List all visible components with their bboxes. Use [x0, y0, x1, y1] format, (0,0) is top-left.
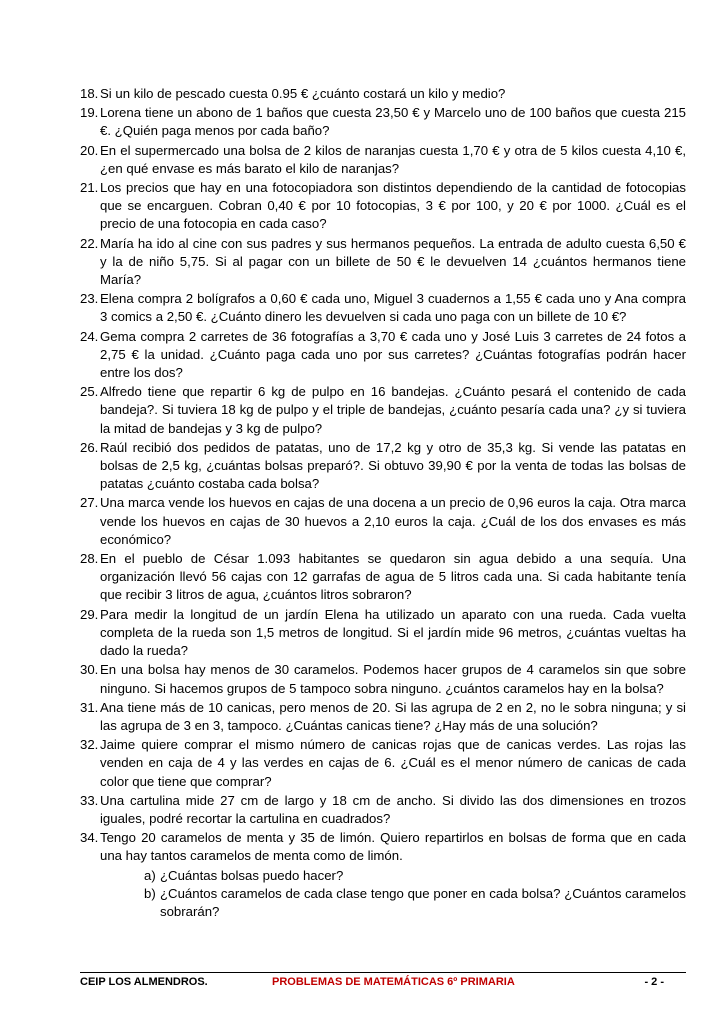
problem-text: Alfredo tiene que repartir 6 kg de pulpo en 16 bandejas. ¿Cuánto pesará el contenido de cada bandeja?. Si tuviera 18 kg de pulpo y el triple de bandejas, ¿cuánto pesaría cada una? ¿y si tuviera la mitad de bandejas y 3 kg de pulpo? — [100, 384, 686, 436]
problem-20 — [80, 142, 686, 178]
problem-number: 22. — [80, 235, 99, 251]
problem-text: Gema compra 2 carretes de 36 fotografías a 3,70 € cada uno y José Luis 3 carretes de 24 fotos a 2,75 € la unidad. ¿Cuánto paga cada uno por sus carretes? ¿Cuántas fotografías podrán hacer entre los dos? — [100, 328, 686, 381]
subquestion-label: b) — [144, 885, 156, 901]
problem-32 — [80, 736, 686, 791]
problem-text: Los precios que hay en una fotocopiadora son distintos dependiendo de la cantidad de fotocopias que se encarguen. Cobran 0,40 € por 10 fotocopias, 3 € por 100, y 20 € por 1000. ¿Cuál es el precio de una fotocopia en cada caso? — [100, 180, 686, 232]
problem-text: En el supermercado una bolsa de 2 kilos de naranjas cuesta 1,70 € y otra de 5 kilos cuesta 4,10 €, ¿en qué envase es más barato el kilo de naranjas? — [100, 142, 686, 176]
problem-number: 21. — [80, 180, 99, 196]
problem-number: 28. — [80, 551, 99, 567]
problem-text: Jaime quiere comprar el mismo número de canicas rojas que de canicas verdes. Las rojas las venden en caja de 4 y las verdes en cajas de 6. ¿Cuál es el menor número de canicas de cada color que tiene que comprar? — [100, 737, 686, 789]
subquestion-a — [144, 867, 686, 885]
problem-text: En el pueblo de César 1.093 habitantes se quedaron sin agua debido a una sequía. Una organización llevó 56 cajas con 12 garrafas de agua de 5 litros cada una. Si cada habitante tenía que recibir 3 litros de agua, ¿cuántos litros sobraron? — [100, 551, 686, 603]
problem-29 — [80, 606, 686, 661]
problem-text: Una cartulina mide 27 cm de largo y 18 cm de ancho. Si divido las dos dimensiones en trozos iguales, podré recortar la cartulina en cuadrados? — [100, 792, 686, 826]
problem-text: Elena compra 2 bolígrafos a 0,60 € cada uno, Miguel 3 cuadernos a 1,55 € cada uno y Ana compra 3 comics a 2,50 €. ¿Cuánto dinero les devuelven si cada uno paga con un billete de 10 €? — [100, 291, 686, 325]
problem-30 — [80, 661, 686, 697]
problem-number: 25. — [80, 384, 99, 400]
page-footer — [80, 972, 686, 991]
problem-number: 20. — [80, 142, 99, 158]
problem-21 — [80, 179, 686, 234]
problem-18 — [80, 85, 686, 103]
problem-28 — [80, 550, 686, 605]
problem-26 — [80, 439, 686, 494]
problem-34 — [80, 829, 686, 865]
problem-text: Si un kilo de pescado cuesta 0.95 € ¿cuánto costará un kilo y medio? — [100, 86, 506, 101]
problem-19 — [80, 104, 686, 140]
problem-number: 29. — [80, 606, 99, 622]
problem-number: 32. — [80, 737, 99, 753]
problem-number: 34. — [80, 830, 99, 846]
subquestion-b — [144, 885, 686, 921]
problem-list — [80, 85, 686, 921]
problem-23 — [80, 290, 686, 326]
problem-22 — [80, 235, 686, 290]
problem-number: 18. — [80, 86, 99, 101]
subquestion-label: a) — [144, 867, 156, 883]
subquestion-text: ¿Cuántas bolsas puedo hacer? — [160, 867, 344, 883]
problem-text: Lorena tiene un abono de 1 baños que cuesta 23,50 € y Marcelo uno de 100 baños que cuesta 215 €. ¿Quién paga menos por cada baño? — [100, 105, 686, 139]
problem-number: 24. — [80, 328, 99, 344]
problem-27 — [80, 494, 686, 549]
problem-text: Una marca vende los huevos en cajas de una docena a un precio de 0,96 euros la caja. Otra marca vende los huevos en cajas de 30 huevos a 2,10 euros la caja. ¿Cuál de los dos envases es más económico? — [100, 495, 686, 547]
footer-page-number: - 2 - — [644, 976, 664, 988]
problem-text: Tengo 20 caramelos de menta y 35 de limón. Quiero repartirlos en bolsas de forma que en cada una hay tantos caramelos de menta como de limón. — [100, 830, 686, 864]
problem-number: 26. — [80, 439, 99, 455]
footer-school: CEIP LOS ALMENDROS. — [80, 976, 208, 988]
problem-text: Ana tiene más de 10 canicas, pero menos de 20. Si las agrupa de 2 en 2, no le sobra ninguna; y si las agrupa de 3 en 3, tampoco. ¿Cuántas canicas tiene? ¿Hay más de una solución? — [100, 699, 686, 733]
problem-number: 19. — [80, 105, 99, 121]
problem-33 — [80, 792, 686, 828]
problem-25 — [80, 383, 686, 438]
problem-text: María ha ido al cine con sus padres y sus hermanos pequeños. La entrada de adulto cuesta 6,50 € y la de niño 5,75. Si al pagar con un billete de 50 € le devuelven 14 ¿cuántos hermanos tiene María? — [100, 235, 686, 288]
subquestion-list — [80, 867, 686, 922]
subquestion-text: ¿Cuántos caramelos de cada clase tengo que poner en cada bolsa? ¿Cuántos caramelos sobrarán? — [160, 885, 686, 919]
problem-24 — [80, 328, 686, 383]
problem-text: Para medir la longitud de un jardín Elena ha utilizado un aparato con una rueda. Cada vuelta completa de la rueda son 1,5 metros de longitud. Si el jardín mide 96 metros, ¿cuántas vueltas ha dado la rueda? — [100, 606, 686, 659]
problem-number: 31. — [80, 699, 99, 715]
problem-number: 23. — [80, 291, 99, 307]
footer-title: PROBLEMAS DE MATEMÁTICAS 6º PRIMARIA — [272, 976, 515, 988]
problem-number: 33. — [80, 792, 99, 808]
problem-text: Raúl recibió dos pedidos de patatas, uno de 17,2 kg y otro de 35,3 kg. Si vende las patatas en bolsas de 2,5 kg, ¿cuántas bolsas preparó?. Si obtuvo 39,90 € por la venta de todas las bolsas de patatas ¿cuánto costaba cada bolsa? — [100, 439, 686, 492]
problem-text: En una bolsa hay menos de 30 caramelos. Podemos hacer grupos de 4 caramelos sin que sobre ninguno. Si hacemos grupos de 5 tampoco sobra ninguno. ¿cuántos caramelos hay en la bolsa? — [100, 662, 686, 696]
problem-31 — [80, 699, 686, 735]
problem-number: 27. — [80, 495, 99, 511]
problem-number: 30. — [80, 662, 99, 678]
